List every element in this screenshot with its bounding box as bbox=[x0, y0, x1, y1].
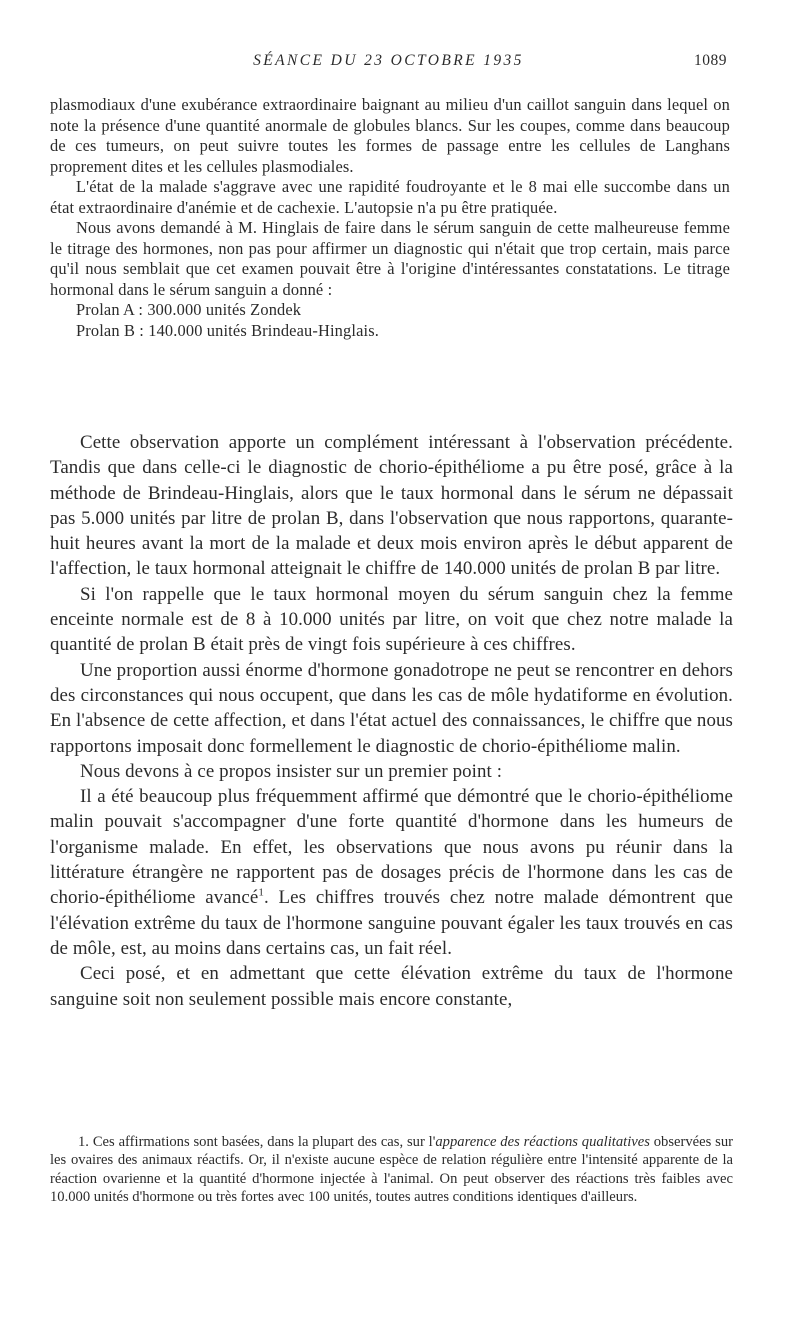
paragraph-with-footnote bbox=[50, 784, 733, 961]
paragraph: plasmodiaux d'une exubérance extraordinaire baignant au milieu d'un caillot sanguin dans lequel on note la présence d'une quantité anormale de globules blancs. Sur les coupes, comme dans beaucoup de ces tumeurs, on peut suivre toutes les formes de passage entre les cellules de Langhans proprement dites et les cellules plasmodiales. bbox=[50, 95, 730, 176]
hormone-result-line: Prolan A : 300.000 unités Zondek bbox=[76, 300, 302, 319]
paragraph: Si l'on rappelle que le taux hormonal moyen du sérum sanguin chez la femme enceinte normale est de 8 à 10.000 unités par litre, on voit que chez notre malade la quantité de prolan B était près de vingt fois supérieure à ces chiffres. bbox=[50, 583, 733, 656]
footnote-text: observées sur les ovaires des animaux réactifs. Or, il n'existe aucune espèce de relation régulière entre l'intensité apparente de la réaction ovarienne et la quantité d'hormone injectée à l'animal. On peut observer des réactions très faibles avec 10.000 unités d'hormone ou très fortes avec 100 unités, toutes autres conditions identiques d'ailleurs. bbox=[50, 1134, 733, 1206]
footnote bbox=[50, 1133, 733, 1207]
paragraph: L'état de la malade s'aggrave avec une rapidité foudroyante et le 8 mai elle succombe dans un état extraordinaire d'anémie et de cachexie. L'autopsie n'a pu être pratiquée. bbox=[50, 177, 730, 217]
paragraph: Une proportion aussi énorme d'hormone gonadotrope ne peut se rencontrer en dehors des circonstances qui nous occupent, que dans les cas de môle hydatiforme en évolution. En l'absence de cette affection, et dans l'état actuel des connaissances, le chiffre que nous rapportons imposait donc formellement le diagnostic de chorio-épithéliome malin. bbox=[50, 659, 733, 757]
footnotes bbox=[50, 1133, 733, 1207]
running-head: SÉANCE DU 23 OCTOBRE 1935 bbox=[253, 52, 524, 69]
footnote-marker: 1 bbox=[258, 887, 264, 900]
footnote-text: Ces affirmations sont basées, dans la plupart des cas, sur l' bbox=[92, 1134, 436, 1150]
hormone-result-line: Prolan B : 140.000 unités Brindeau-Hinglais. bbox=[76, 320, 379, 340]
page-header bbox=[50, 50, 727, 74]
footnote-number: 1. bbox=[78, 1134, 89, 1150]
footnote-emphasis: apparence des réactions qualitatives bbox=[435, 1134, 650, 1150]
discussion-text bbox=[50, 430, 733, 1012]
paragraph: Nous devons à ce propos insister sur un premier point : bbox=[80, 760, 503, 782]
page-number: 1089 bbox=[694, 52, 727, 69]
paragraph: Cette observation apporte un complément intéressant à l'observation précédente. Tandis que dans celle-ci le diagnostic de chorio-épithéliome a pu être posé, grâce à la méthode de Brindeau-Hinglais, alors que le taux hormonal dans le sérum ne dépassait pas 5.000 unités par litre de prolan B, dans l'observation que nous rapportons, quarante-huit heures avant la mort de la malade et deux mois environ après le début apparent de l'affection, le taux hormonal atteignait le chiffre de 140.000 unités de prolan B par litre. bbox=[50, 432, 733, 580]
paragraph-text: Il a été beaucoup plus fréquemment affirmé que démontré que le chorio-épithéliome malin pouvait s'accompagner d'une forte quantité d'hormone dans les humeurs de l'organisme malade. En effet, les observations que nous avons pu réunir dans la littérature étrangère ne rapportent pas de dosages précis de l'hormone dans les cas de chorio-épithéliome avancé bbox=[50, 786, 733, 909]
case-report-text bbox=[50, 95, 730, 341]
paragraph: Ceci posé, et en admettant que cette élévation extrême du taux de l'hormone sanguine soit non seulement possible mais encore constante, bbox=[50, 963, 733, 1010]
paragraph-text: . Les chiffres trouvés chez notre malade démontrent que l'élévation extrême du taux de l'hormone sanguine pouvant égaler les taux trouvés en cas de môle, est, au moins dans certains cas, un fait réel. bbox=[50, 887, 733, 959]
paragraph: Nous avons demandé à M. Hinglais de faire dans le sérum sanguin de cette malheureuse femme le titrage des hormones, non pas pour affirmer un diagnostic qui n'était que trop certain, mais parce qu'il nous semblait que cet examen pouvait être à l'origine d'intéressantes constatations. Le titrage hormonal dans le sérum sanguin a donné : bbox=[50, 218, 730, 299]
